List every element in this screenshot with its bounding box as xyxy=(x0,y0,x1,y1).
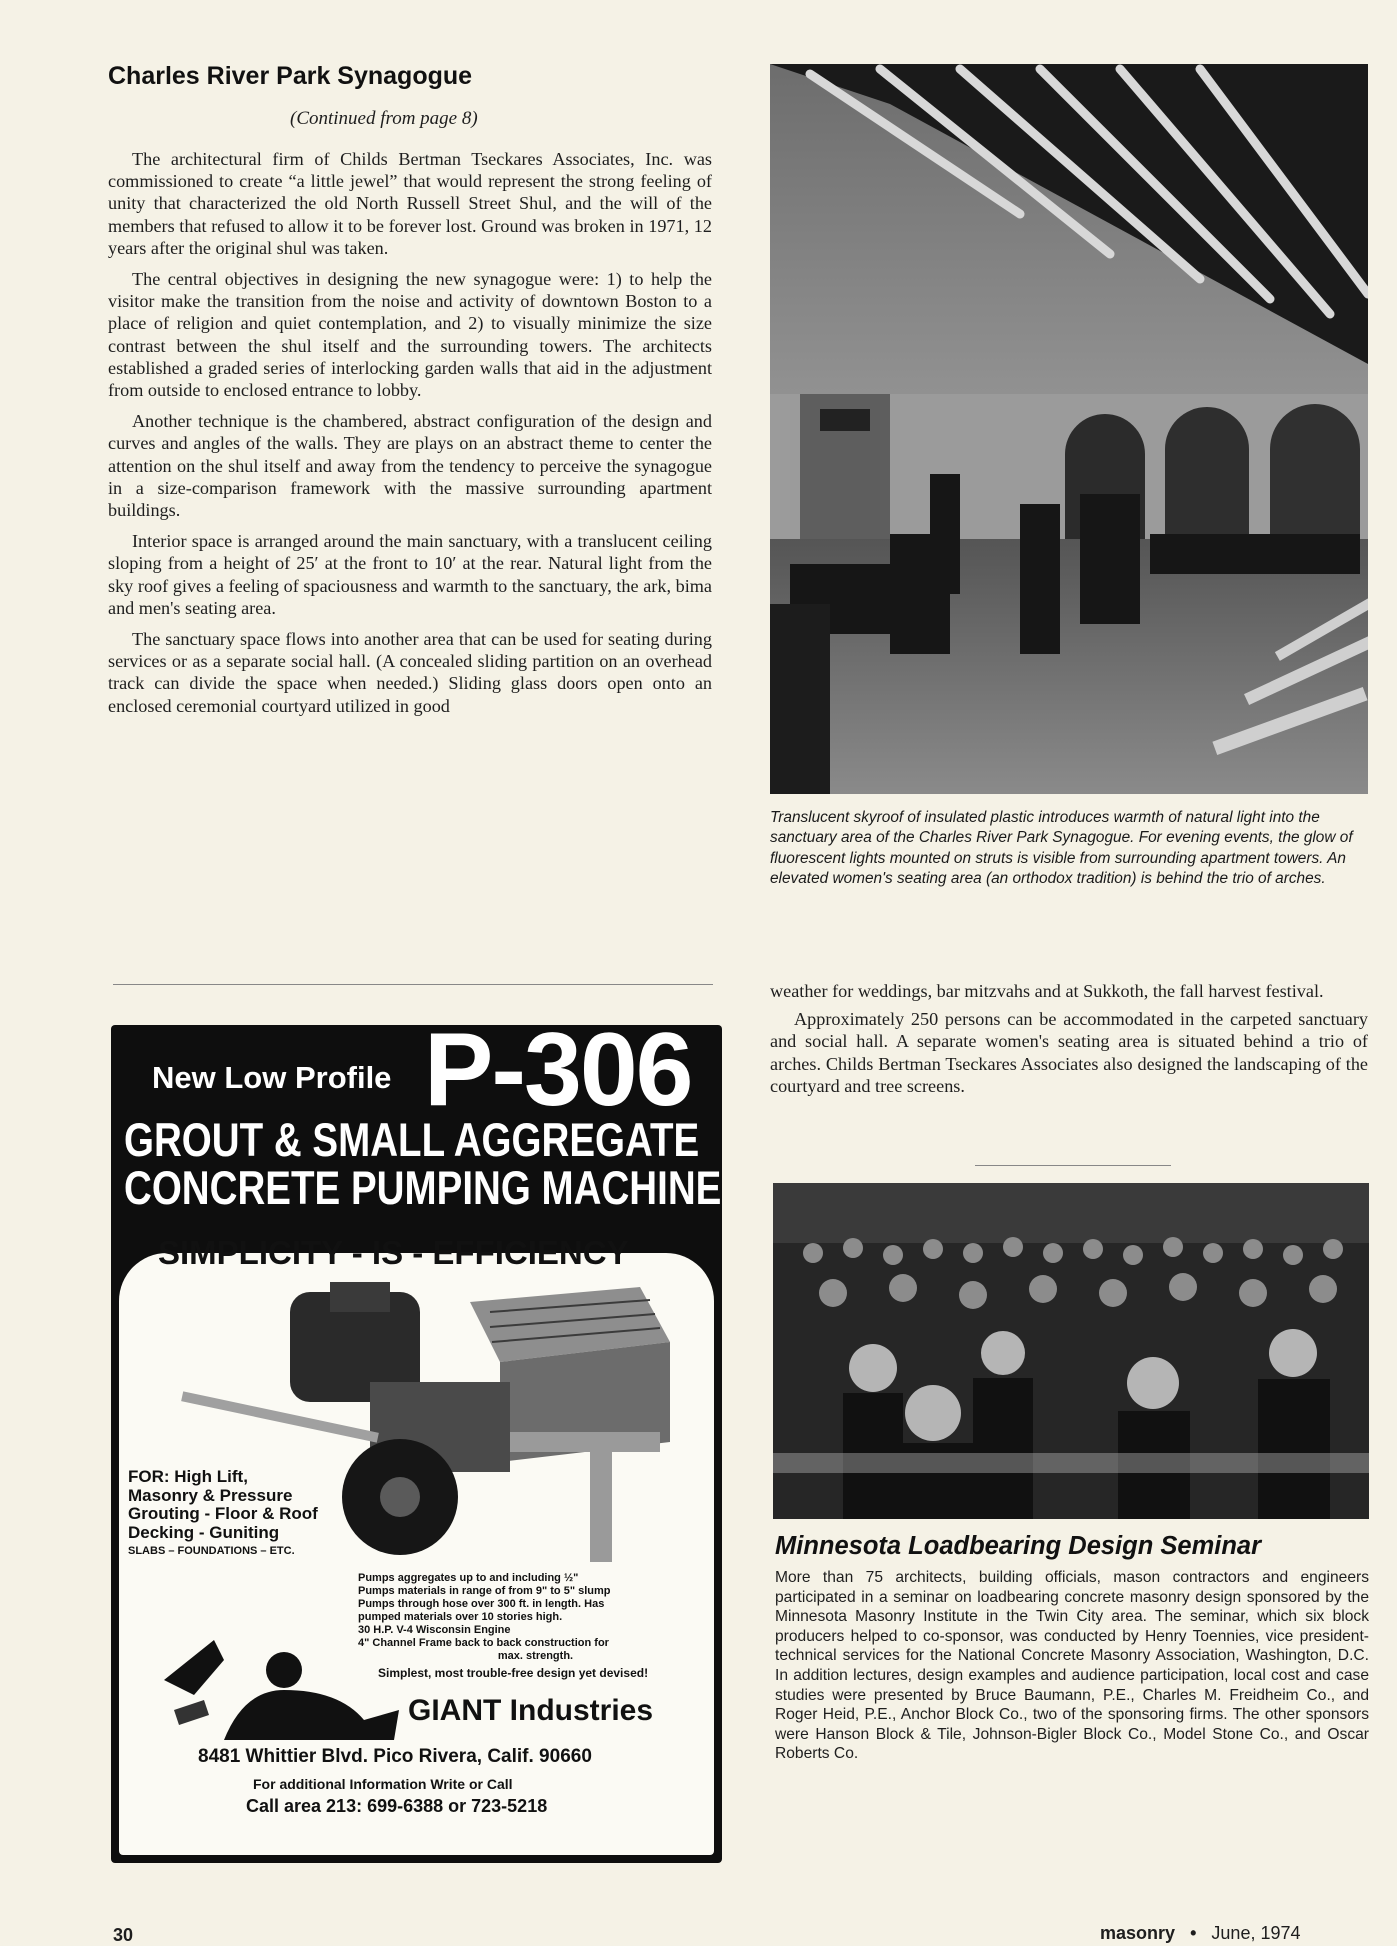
article-paragraph: The central objectives in designing the new synagogue were: 1) to help the visitor make the transition from the noise and activity of downtown Boston to a place of religion and quiet contemplation, and 2) to visually minimize the size contrast between the shul itself and the surrounding towers. The architects established a graded series of interlocking garden walls that aid in the adjustment from outside to enclosed entrance to lobby. xyxy=(108,269,712,401)
article-paragraph: Approximately 250 persons can be accommodated in the carpeted sanctuary and social hall. A separate women's seating area is situated behind a trio of arches. Childs Bertman Tseckares Associates also designed the landscaping of the courtyard and tree screens. xyxy=(770,1009,1368,1096)
ad-spec-line: Pumps materials in range of from 9" to 5" slump xyxy=(358,1585,611,1597)
seminar-audience-photo xyxy=(773,1183,1369,1519)
ad-spec-line: pumped materials over 10 stories high. xyxy=(358,1611,563,1623)
ad-spec-line: Pumps through hose over 300 ft. in length. Has xyxy=(358,1598,605,1610)
synagogue-interior-photo xyxy=(770,64,1368,794)
article-title: Charles River Park Synagogue xyxy=(108,62,473,90)
ad-slogan: SIMPLICITY - IS - EFFICIENCY xyxy=(158,1234,629,1271)
ad-spec-line: Pumps aggregates up to and including ½" xyxy=(358,1572,579,1584)
ad-spec-line: 4" Channel Frame back to back construction for xyxy=(358,1637,609,1649)
page-footer xyxy=(1100,1923,1301,1944)
giant-mascot-illustration xyxy=(164,1640,404,1740)
divider xyxy=(113,984,713,985)
photo-caption: Translucent skyroof of insulated plastic introduces warmth of natural light into the sanctuary area of the Charles River Park Synagogue. For evening events, the glow of fluorescent lights mounted on struts is visible from surrounding apartment towers. An elevated women's seating area (an orthodox tradition) is behind the trio of arches. xyxy=(770,809,1353,887)
article-paragraph: The sanctuary space flows into another area that can be used for seating during services or as a separate social hall. (A concealed sliding partition on an overhead track can divide the space when needed.) Sliding glass doors open onto an enclosed ceremonial courtyard utilized in good xyxy=(108,629,712,716)
ad-headline-line: GROUT & SMALL AGGREGATE xyxy=(124,1113,700,1166)
ad-specifications xyxy=(358,1572,713,1663)
ad-model-number: P-306 xyxy=(424,1012,692,1128)
footer-bullet: • xyxy=(1190,1923,1197,1943)
ad-address: 8481 Whittier Blvd. Pico Rivera, Calif. 90660 xyxy=(198,1746,592,1767)
ad-company-name: GIANT Industries xyxy=(408,1694,654,1727)
ad-tagline: Simplest, most trouble-free design yet devised! xyxy=(378,1666,649,1680)
continued-note: (Continued from page 8) xyxy=(290,108,478,129)
ad-headline xyxy=(124,1113,722,1214)
page-number: 30 xyxy=(113,1925,134,1945)
ad-application-line: Masonry & Pressure xyxy=(128,1485,293,1505)
ad-headline-line: CONCRETE PUMPING MACHINE xyxy=(124,1161,722,1214)
ad-application-line: Grouting - Floor & Roof xyxy=(128,1504,318,1523)
issue-date: June, 1974 xyxy=(1211,1923,1301,1943)
ad-info-line: For additional Information Write or Call xyxy=(253,1776,513,1792)
ad-new-low-profile: New Low Profile xyxy=(152,1060,392,1095)
article-paragraph: weather for weddings, bar mitzvahs and at Sukkoth, the fall harvest festival. xyxy=(770,981,1324,1001)
ad-spec-line: 30 H.P. V-4 Wisconsin Engine xyxy=(358,1624,511,1636)
magazine-name: masonry xyxy=(1100,1923,1176,1943)
article-paragraph: Interior space is arranged around the main sanctuary, with a translucent ceiling sloping from a height of 25′ at the front to 10′ at the rear. Natural light from the sky roof gives a feeling of spaciousness and warmth to the sanctuary, the ark, bima and men's seating area. xyxy=(108,531,712,618)
divider xyxy=(975,1165,1171,1166)
article-paragraph: Another technique is the chambered, abstract configuration of the design and curves and angles of the walls. They are plays on an abstract theme to center the attention on the shul itself and away from the tendency to perceive the synagogue in a size-comparison framework with the massive surrounding apartment buildings. xyxy=(108,411,712,521)
seminar-title: Minnesota Loadbearing Design Seminar xyxy=(775,1532,1262,1560)
ad-application-line: Decking - Guniting xyxy=(128,1522,280,1542)
ad-spec-line: max. strength. xyxy=(497,1650,574,1662)
ad-phone-line: Call area 213: 699-6388 or 723-5218 xyxy=(246,1796,548,1816)
ad-applications xyxy=(128,1468,318,1561)
article-column-left xyxy=(108,148,712,726)
article-column-right xyxy=(770,980,1368,1103)
ad-application-line: FOR: High Lift, xyxy=(128,1467,248,1486)
ad-application-line: SLABS – FOUNDATIONS – ETC. xyxy=(128,1545,295,1557)
seminar-body: More than 75 architects, building officials, mason contractors and engineers participated in a seminar on loadbearing concrete masonry design sponsored by the Minnesota Masonry Institute in the Twin City area. The seminar, which six block producers helped to co-sponsor, was conducted by Henry Toennies, vice president-technical services for the National Concrete Masonry Association, Washington, D.C. In addition lectures, design examples and audience participation, local cost and case studies were presented by Bruce Baumann, P.E., Charles M. Freidheim Co., and Roger Heid, P.E., Anchor Block Co., two of the sponsoring firms. The other sponsors were Hanson Block & Tile, Johnson-Bigler Block Co., Model Stone Co., and Oscar Roberts Co. xyxy=(775,1569,1369,1763)
article-paragraph: The architectural firm of Childs Bertman Tseckares Associates, Inc. was commissioned to create “a little jewel” that would represent the strong feeling of unity that characterized the old North Russell Street Shul, and the will of the members that refused to allow it to be forever lost. Ground was broken in 1971, 12 years after the original shul was taken. xyxy=(108,149,712,258)
